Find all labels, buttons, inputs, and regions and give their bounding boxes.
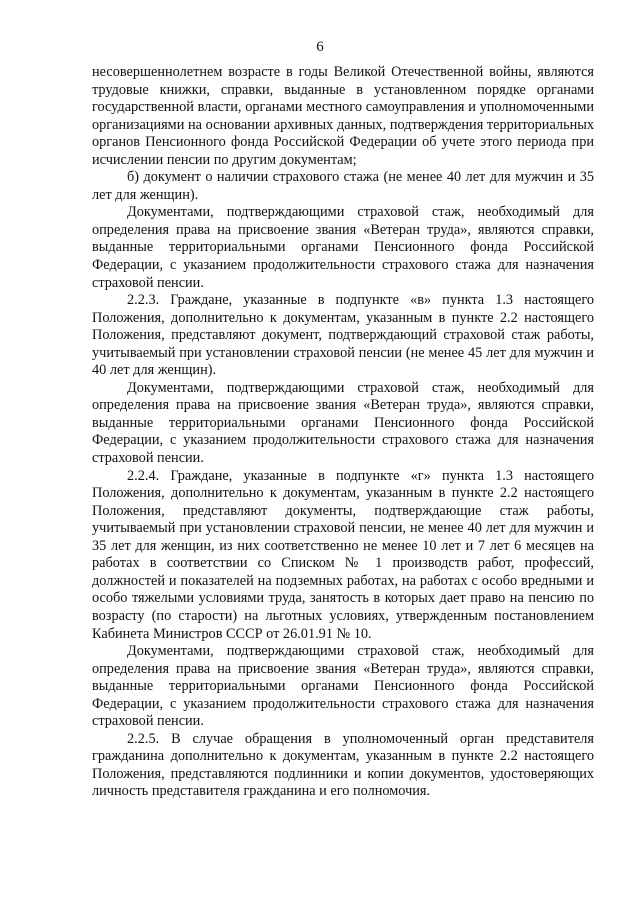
document-body bbox=[92, 64, 594, 801]
page-number: 6 bbox=[316, 39, 324, 55]
paragraph-insurance-documents-2: Документами, подтверждающими страховой стаж, необходимый для определения права на присвоение звания «Ветеран труда», являются справки, выданные территориальными органами Пенсионного фонда Российской Федерации, с указанием продолжительности страхового стажа для назначения страховой пенсии. bbox=[92, 379, 594, 467]
paragraph-insurance-documents-3: Документами, подтверждающими страховой стаж, необходимый для определения права на присвоение звания «Ветеран труда», являются справки, выданные территориальными органами Пенсионного фонда Российской Федерации, с указанием продолжительности страхового стажа для назначения страховой пенсии. bbox=[92, 643, 594, 730]
paragraph-insurance-documents-1: Документами, подтверждающими страховой стаж, необходимый для определения права на присвоение звания «Ветеран труда», являются справки, выданные территориальными органами Пенсионного фонда Российской Федерации, с указанием продолжительности страхового стажа для назначения страховой пенсии. bbox=[92, 204, 594, 291]
paragraph-2-2-4: 2.2.4. Граждане, указанные в подпункте «г» пункта 1.3 настоящего Положения, дополнительно к документам, указанным в пункте 2.2 настоящего Положения, представляют документы, подтверждающие стаж работы, учитываемый при установлении страховой пенсии, не менее 40 лет для мужчин и 35 лет для женщин, из них соответственно не менее 10 лет и 7 лет 6 месяцев на работах в соответствии со Списком № 1 производств работ, профессий, должностей и показателей на подземных работах, на работах с особо вредными и особо тяжелыми условиями труда, занятость в которых дает право на пенсию по возрасту (по старости) на льготных условиях, утвержденным постановлением Кабинета Министров СССР от 26.01.91 № 10. bbox=[92, 467, 594, 642]
paragraph-2-2-5: 2.2.5. В случае обращения в уполномоченный орган представителя гражданина дополнительно к документам, указанным в пункте 2.2 настоящего Положения, представляются подлинники и копии документов, удостоверяющих личность представителя гражданина и его полномочия. bbox=[92, 730, 594, 800]
paragraph-2-2-3: 2.2.3. Граждане, указанные в подпункте «в» пункта 1.3 настоящего Положения, дополнительно к документам, указанным в пункте 2.2 настоящего Положения, представляют документ, подтверждающий страховой стаж работы, учитываемый при установлении страховой пенсии (не менее 45 лет для мужчин и 40 лет для женщин). bbox=[92, 292, 594, 379]
paragraph-continuation: несовершеннолетнем возрасте в годы Великой Отечественной войны, являются трудовые книжки, справки, выданные в установленном порядке органами государственной власти, органами местного самоуправления и уполномоченными организациями на основании архивных данных, подтверждения территориальных органов Пенсионного фонда Российской Федерации об учете этого периода при исчислении пенсии по другим документам; bbox=[92, 64, 594, 168]
paragraph-item-b: б) документ о наличии страхового стажа (не менее 40 лет для мужчин и 35 лет для женщин). bbox=[92, 169, 594, 203]
